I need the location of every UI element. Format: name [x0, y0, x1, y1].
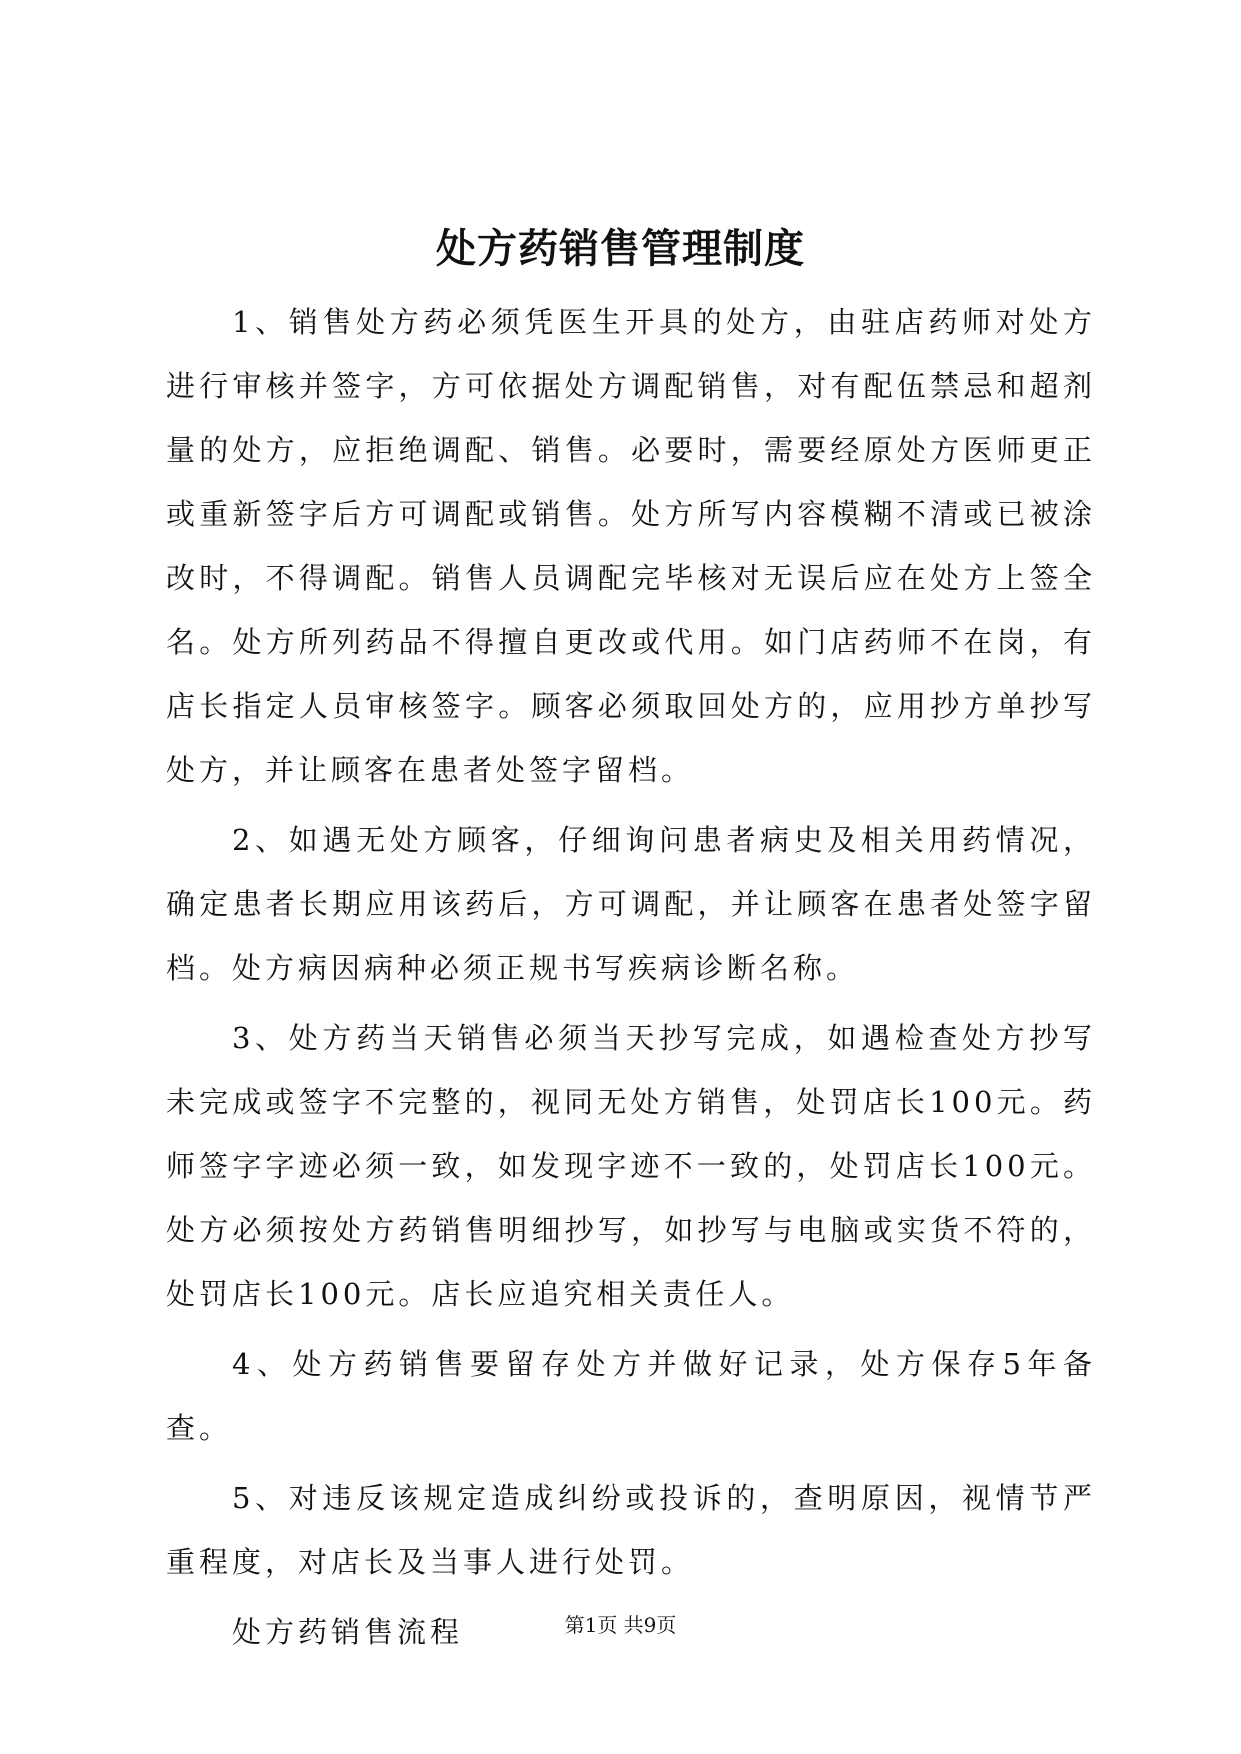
- paragraph-rule-1: 1、销售处方药必须凭医生开具的处方，由驻店药师对处方进行审核并签字，方可依据处方调配销售，对有配伍禁忌和超剂量的处方，应拒绝调配、销售。必要时，需要经原处方医师更正或重新签字后方可调配或销售。处方所写内容模糊不清或已被涂改时，不得调配。销售人员调配完毕核对无误后应在处方上签全名。处方所列药品不得擅自更改或代用。如门店药师不在岗，有店长指定人员审核签字。顾客必须取回处方的，应用抄方单抄写处方，并让顾客在患者处签字留档。: [166, 305, 1096, 787]
- document-title: 处方药销售管理制度: [436, 225, 805, 272]
- paragraph-rule-5: 5、对违反该规定造成纠纷或投诉的，查明原因，视情节严重程度，对店长及当事人进行处罚。: [166, 1481, 1096, 1579]
- document-body: [166, 290, 1096, 1670]
- page-number-footer: 第1页 共9页: [564, 1613, 677, 1637]
- paragraph-rule-3: 3、处方药当天销售必须当天抄写完成，如遇检查处方抄写未完成或签字不完整的，视同无处方销售，处罚店长100元。药师签字字迹必须一致，如发现字迹不一致的，处罚店长100元。处方必须按处方药销售明细抄写，如抄写与电脑或实货不符的，处罚店长100元。店长应追究相关责任人。: [166, 1021, 1096, 1311]
- paragraph-rule-2: 2、如遇无处方顾客，仔细询问患者病史及相关用药情况，确定患者长期应用该药后，方可调配，并让顾客在患者处签字留档。处方病因病种必须正规书写疾病诊断名称。: [166, 823, 1096, 985]
- section-heading-process: 处方药销售流程: [232, 1615, 464, 1649]
- paragraph-rule-4: 4、处方药销售要留存处方并做好记录，处方保存5年备查。: [166, 1347, 1096, 1445]
